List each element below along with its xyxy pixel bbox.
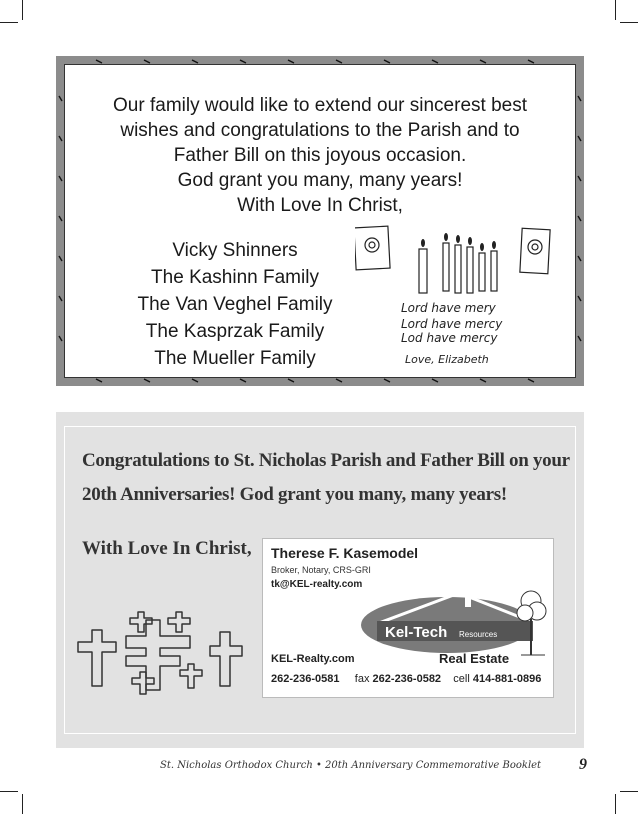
crop-mark xyxy=(620,791,638,792)
card-name: Therese F. Kasemodel xyxy=(271,545,419,561)
crop-mark xyxy=(615,794,616,814)
message-line: 20th Anniversaries! God grant you many, many years! xyxy=(82,484,507,505)
family-name: Vicky Shinners xyxy=(172,240,298,261)
family-name: The Van Veghel Family xyxy=(137,294,333,315)
realty-ad-closing: With Love In Christ, xyxy=(82,538,252,559)
card-fax: 262-236-0582 xyxy=(372,673,442,685)
card-cell: 414-881-0896 xyxy=(472,673,542,685)
realty-ad-message xyxy=(82,444,570,512)
family-message xyxy=(65,93,575,218)
booklet-footer: St. Nicholas Orthodox Church • 20th Anniversary Commemorative Booklet xyxy=(160,760,542,771)
crop-mark xyxy=(0,22,18,23)
kel-tech-house-logo xyxy=(359,579,549,659)
family-ad xyxy=(56,56,584,386)
crop-mark xyxy=(620,22,638,23)
handwritten-line: Lord have mery xyxy=(401,301,496,315)
message-line: wishes and congratulations to the Parish and to xyxy=(120,120,520,141)
handwritten-line: Lod have mercy xyxy=(401,331,498,345)
card-real-estate: Real Estate xyxy=(439,651,510,666)
orthodox-crosses-drawing xyxy=(70,608,250,708)
card-cell-label: cell xyxy=(453,673,470,685)
family-name: The Kasprzak Family xyxy=(145,321,325,342)
family-name: The Kashinn Family xyxy=(151,267,319,288)
family-ad-panel xyxy=(64,64,576,378)
message-line: Father Bill on this joyous occasion. xyxy=(173,145,467,166)
message-line: Our family would like to extend our sincerest best xyxy=(113,95,527,116)
family-name: The Mueller Family xyxy=(154,348,316,369)
logo-sub-text: Resources xyxy=(459,630,498,639)
card-website: KEL-Realty.com xyxy=(271,653,355,665)
card-credentials: Broker, Notary, CRS-GRI xyxy=(271,565,371,575)
handwritten-line: Lord have mercy xyxy=(401,317,503,331)
card-phone-row xyxy=(271,673,541,685)
crop-mark xyxy=(22,794,23,814)
page-number: 9 xyxy=(579,756,587,773)
crop-mark xyxy=(615,0,616,20)
message-line: Congratulations to St. Nicholas Parish and Father Bill on your xyxy=(82,450,570,471)
family-list xyxy=(125,237,345,372)
handwritten-signature: Love, Elizabeth xyxy=(405,353,489,366)
realty-ad xyxy=(56,412,584,748)
crop-mark xyxy=(22,0,23,20)
business-card xyxy=(262,538,554,698)
card-phone: 262-236-0581 xyxy=(271,673,340,685)
logo-main-text: Kel-Tech xyxy=(385,624,448,641)
message-line: With Love In Christ, xyxy=(237,195,403,216)
card-email: tk@KEL-realty.com xyxy=(271,579,363,590)
card-fax-label: fax xyxy=(354,673,370,685)
crop-mark xyxy=(0,791,18,792)
message-line: God grant you many, many years! xyxy=(177,170,463,191)
